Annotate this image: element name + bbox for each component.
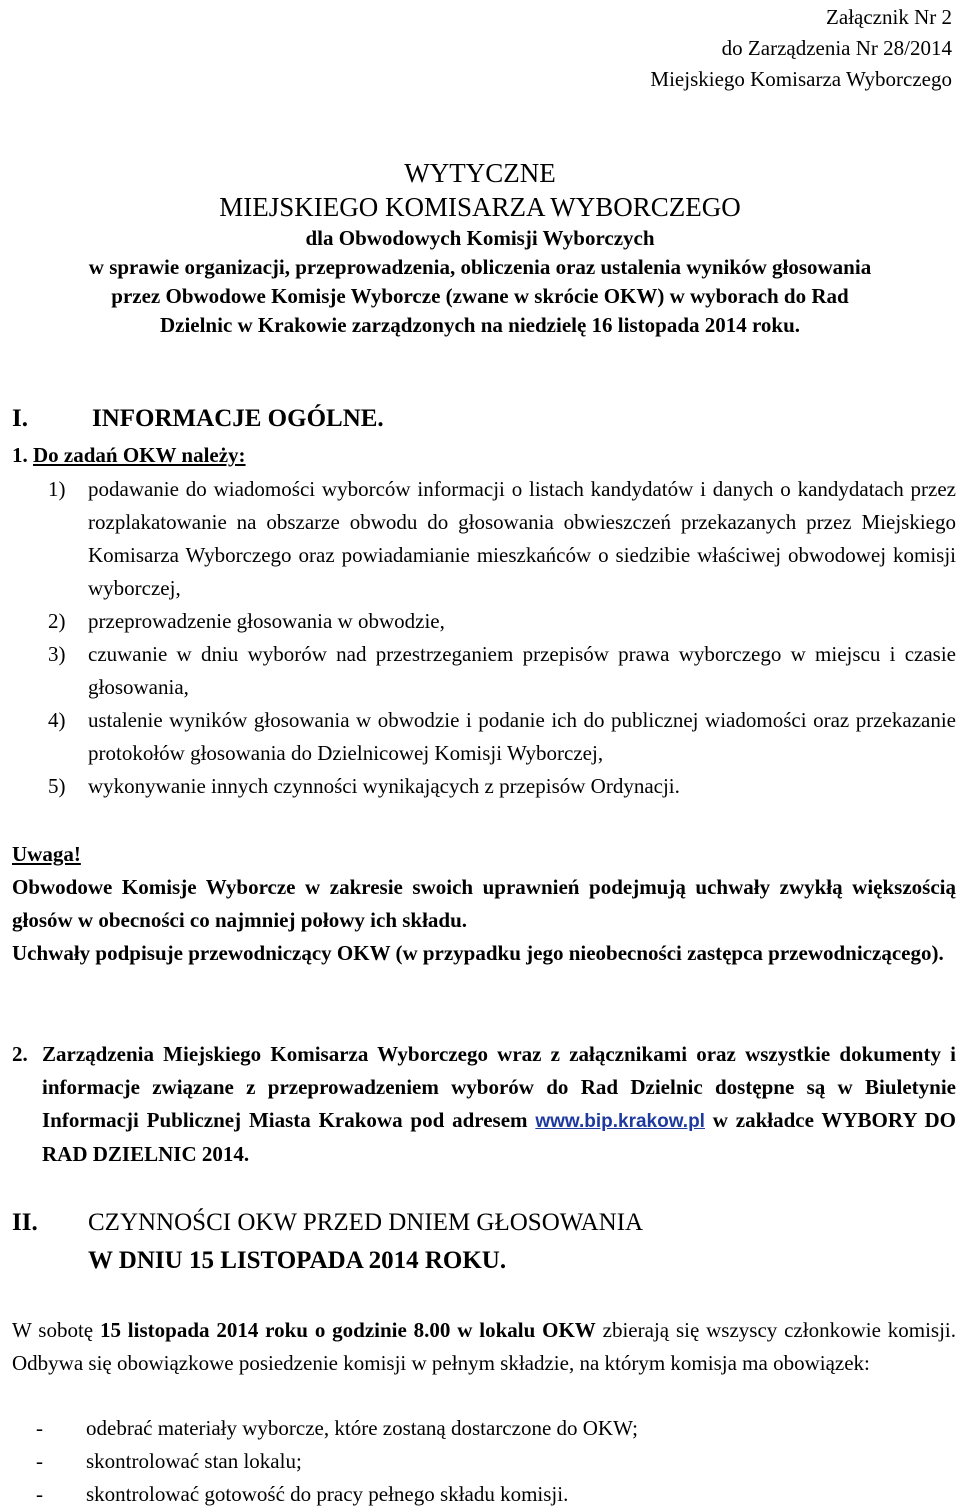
list-item-text: wykonywanie innych czynności wynikających z przepisów Ordynacji. <box>88 774 680 798</box>
title-line-1: WYTYCZNE <box>404 158 556 188</box>
duties-list <box>48 473 956 803</box>
list-item <box>12 1445 956 1478</box>
bip-link[interactable]: www.bip.krakow.pl <box>535 1111 705 1132</box>
list-item <box>48 605 956 638</box>
list-item <box>48 473 956 605</box>
list-item <box>48 770 956 803</box>
list-item <box>48 704 956 770</box>
list-item-label: - <box>36 1416 43 1440</box>
list-item-label: 4) <box>48 708 66 732</box>
point-1-number: 1. <box>12 443 28 467</box>
list-item-label: 2) <box>48 609 66 633</box>
annex-line-3: Miejskiego Komisarza Wyborczego <box>650 67 952 91</box>
note-block <box>12 838 956 970</box>
list-item-label: - <box>36 1449 43 1473</box>
point-2-text <box>42 1038 956 1171</box>
list-item <box>48 638 956 704</box>
list-item-text: odebrać materiały wyborcze, które zostaną dostarczone do OKW; <box>86 1416 638 1440</box>
title-line-2: MIEJSKIEGO KOMISARZA WYBORCZEGO <box>219 192 741 222</box>
section-2-title-line-2: W DNIU 15 LISTOPADA 2014 ROKU. <box>88 1247 507 1274</box>
note-paragraph-1: Obwodowe Komisje Wyborcze w zakresie swoich uprawnień podejmują uchwały zwykłą większością głosów w obecności co najmniej połowy ich składu. <box>12 875 956 932</box>
section-2-paragraph <box>12 1314 956 1380</box>
list-item-label: - <box>36 1482 43 1506</box>
list-item-text: ustalenie wyników głosowania w obwodzie i podanie ich do publicznej wiadomości oraz przekazanie protokołów głosowania do Dzielnicowej Komisji Wyborczej, <box>88 708 956 765</box>
title-line-4: w sprawie organizacji, przeprowadzenia, obliczenia oraz ustalenia wyników głosowania <box>88 255 872 279</box>
section-1-title: INFORMACJE OGÓLNE. <box>92 405 384 432</box>
title-line-3: dla Obwodowych Komisji Wyborczych <box>305 226 655 250</box>
annex-line-1: Załącznik Nr 2 <box>826 5 952 29</box>
para-text-2: zbierają się wszyscy członkowie komisji. Odbywa się obowiązkowe posiedzenie komisji w pełnym składzie, na którym komisja ma obowiązek: <box>12 1318 957 1375</box>
section-2-title-line-1: CZYNNOŚCI OKW PRZED DNIEM GŁOSOWANIA <box>88 1209 644 1236</box>
point-2 <box>12 1038 956 1171</box>
list-item <box>12 1478 956 1511</box>
list-item-text: czuwanie w dniu wyborów nad przestrzeganiem przepisów prawa wyborczego w miejscu i czasie głosowania, <box>88 642 956 699</box>
list-item-text: podawanie do wiadomości wyborców informacji o listach kandydatów i danych o kandydatach przez rozplakatowanie na obszarze obwodu do głosowania obwieszczeń przekazanych przez Miejskiego Komisarza Wyborczego oraz powiadamianie mieszkańców o siedzibie właściwej obwodowej komisji wyborczej, <box>88 477 956 600</box>
list-item <box>12 1412 956 1445</box>
list-item-label: 3) <box>48 642 66 666</box>
title-line-5: przez Obwodowe Komisje Wyborcze (zwane w skrócie OKW) w wyborach do Rad <box>111 284 849 308</box>
list-item-text: skontrolować stan lokalu; <box>86 1449 302 1473</box>
list-item-text: przeprowadzenie głosowania w obwodzie, <box>88 609 445 633</box>
list-item-label: 1) <box>48 477 66 501</box>
point-2-text-after: w zakładce WYBORY DO RAD DZIELNIC 2014. <box>42 1108 957 1166</box>
note-paragraph-2: Uchwały podpisuje przewodniczący OKW (w przypadku jego nieobecności zastępca przewodniczącego). <box>12 941 944 965</box>
section-2-number: II. <box>12 1209 38 1236</box>
obligations-list <box>12 1412 956 1511</box>
annex-header <box>650 2 952 95</box>
point-2-text-before: Zarządzenia Miejskiego Komisarza Wyborczego wraz z załącznikami oraz wszystkie dokumenty i informacje związane z przeprowadzeniem wyborów do Rad Dzielnic dostępne są w Biuletynie Informacji Publicznej Miasta Krakowa pod adresem <box>42 1042 956 1132</box>
para-text-1: W sobotę <box>12 1318 94 1342</box>
point-1-title: Do zadań OKW należy: <box>33 443 246 467</box>
list-item-label: 5) <box>48 774 66 798</box>
list-item-text: skontrolować gotowość do pracy pełnego składu komisji. <box>86 1482 569 1506</box>
point-1-heading <box>12 440 246 470</box>
para-bold: 15 listopada 2014 roku o godzinie 8.00 w lokalu OKW <box>99 1318 596 1342</box>
point-2-number: 2. <box>12 1042 28 1066</box>
section-1-number: I. <box>12 405 28 432</box>
annex-line-2: do Zarządzenia Nr 28/2014 <box>721 36 952 60</box>
document-title <box>0 156 960 340</box>
title-line-6: Dzielnic w Krakowie zarządzonych na niedzielę 16 listopada 2014 roku. <box>159 313 801 337</box>
note-label: Uwaga! <box>12 842 81 866</box>
